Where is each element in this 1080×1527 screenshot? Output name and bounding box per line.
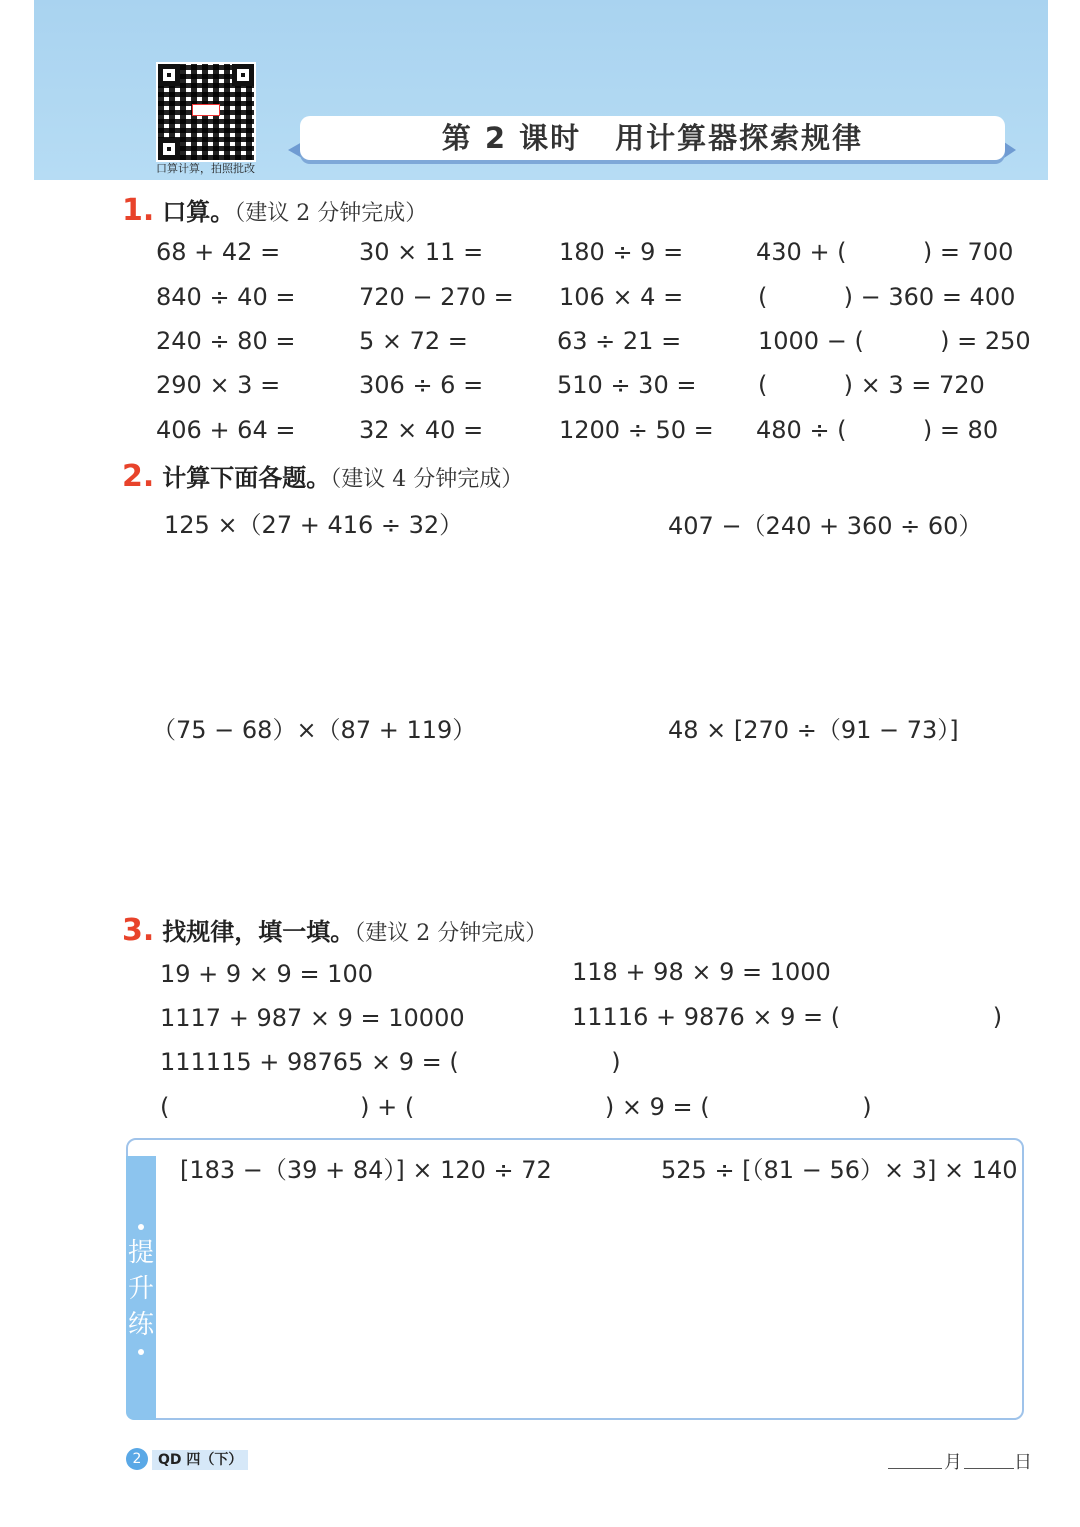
pattern-item: 111115 + 98765 × 9 = ( ) xyxy=(160,1048,621,1076)
section-3-heading xyxy=(122,912,547,948)
qr-finder-icon xyxy=(158,138,180,160)
section-hint: （建议 2 分钟完成） xyxy=(354,921,548,946)
pattern-item: 11116 + 9876 × 9 = ( ) xyxy=(572,1003,1003,1031)
oral-item: 840 ÷ 40 = xyxy=(156,283,296,311)
oral-item: ( ) × 3 = 720 xyxy=(758,371,985,399)
calc-item: 407 −（240 + 360 ÷ 60） xyxy=(668,512,983,540)
improvement-label-char: 提 xyxy=(127,1238,154,1268)
banner-ribbon-right xyxy=(1004,142,1016,158)
oral-item: 306 ÷ 6 = xyxy=(359,371,484,399)
oral-item: 406 + 64 = xyxy=(156,416,296,444)
edition-tag: QD 四（下） xyxy=(152,1450,248,1470)
section-number: 3. xyxy=(122,913,155,948)
qr-code-icon[interactable] xyxy=(156,62,256,162)
oral-item: 480 ÷ ( ) = 80 xyxy=(756,416,999,444)
section-number: 2. xyxy=(122,459,155,494)
improvement-label-char: 练 xyxy=(127,1310,154,1340)
qr-finder-icon xyxy=(232,64,254,86)
pattern-item: 118 + 98 × 9 = 1000 xyxy=(572,958,831,986)
qr-finder-icon xyxy=(158,64,180,86)
oral-item: 106 × 4 = xyxy=(559,283,684,311)
oral-item: 5 × 72 = xyxy=(359,327,468,355)
oral-item: 430 + ( ) = 700 xyxy=(756,238,1014,266)
page-number: 2 xyxy=(126,1448,148,1470)
qr-badge-icon xyxy=(192,104,220,116)
section-number: 1. xyxy=(122,193,155,228)
lesson-number: 第 2 课时 xyxy=(441,121,582,155)
improvement-label-char: 升 xyxy=(127,1274,154,1304)
oral-item: ( ) − 360 = 400 xyxy=(758,283,1016,311)
section-title: 计算下面各题。 xyxy=(162,464,331,492)
lesson-title: 用计算器探索规律 xyxy=(615,121,864,155)
month-blank xyxy=(888,1468,942,1469)
oral-item: 32 × 40 = xyxy=(359,416,484,444)
oral-item: 63 ÷ 21 = xyxy=(557,327,682,355)
section-hint: （建议 2 分钟完成） xyxy=(234,201,428,226)
section-title: 找规律，填一填。 xyxy=(162,918,355,946)
oral-item: 510 ÷ 30 = xyxy=(557,371,697,399)
day-label: 日 xyxy=(1014,1452,1032,1473)
calc-item: 125 ×（27 + 416 ÷ 32） xyxy=(164,511,464,539)
dot-icon xyxy=(138,1224,144,1230)
improvement-item: 525 ÷ [（81 − 56）× 3] × 140 xyxy=(661,1156,1018,1184)
section-1-heading xyxy=(122,192,427,228)
section-title: 口算。 xyxy=(162,198,235,226)
day-blank xyxy=(964,1468,1014,1469)
oral-item: 240 ÷ 80 = xyxy=(156,327,296,355)
month-label: 月 xyxy=(944,1452,962,1473)
oral-item: 30 × 11 = xyxy=(359,238,484,266)
oral-item: 720 − 270 = xyxy=(359,283,514,311)
pattern-item: ( ) + ( ) × 9 = ( ) xyxy=(160,1093,872,1121)
oral-item: 1200 ÷ 50 = xyxy=(559,416,714,444)
section-hint: （建议 4 分钟完成） xyxy=(330,467,524,492)
oral-item: 68 + 42 = xyxy=(156,238,281,266)
lesson-banner xyxy=(300,116,1005,160)
oral-item: 1000 − ( ) = 250 xyxy=(758,327,1031,355)
calc-item: （75 − 68）×（87 + 119） xyxy=(152,716,477,744)
pattern-item: 1117 + 987 × 9 = 10000 xyxy=(160,1004,465,1032)
dot-icon xyxy=(138,1349,144,1355)
calc-item: 48 × [270 ÷（91 − 73）] xyxy=(668,716,959,744)
oral-item: 290 × 3 = xyxy=(156,371,281,399)
pattern-item: 19 + 9 × 9 = 100 xyxy=(160,960,373,988)
oral-item: 180 ÷ 9 = xyxy=(559,238,684,266)
section-2-heading xyxy=(122,458,523,494)
improvement-item: [183 −（39 + 84）] × 120 ÷ 72 xyxy=(180,1156,552,1184)
qr-caption: 口算计算，拍照批改 xyxy=(156,162,255,175)
